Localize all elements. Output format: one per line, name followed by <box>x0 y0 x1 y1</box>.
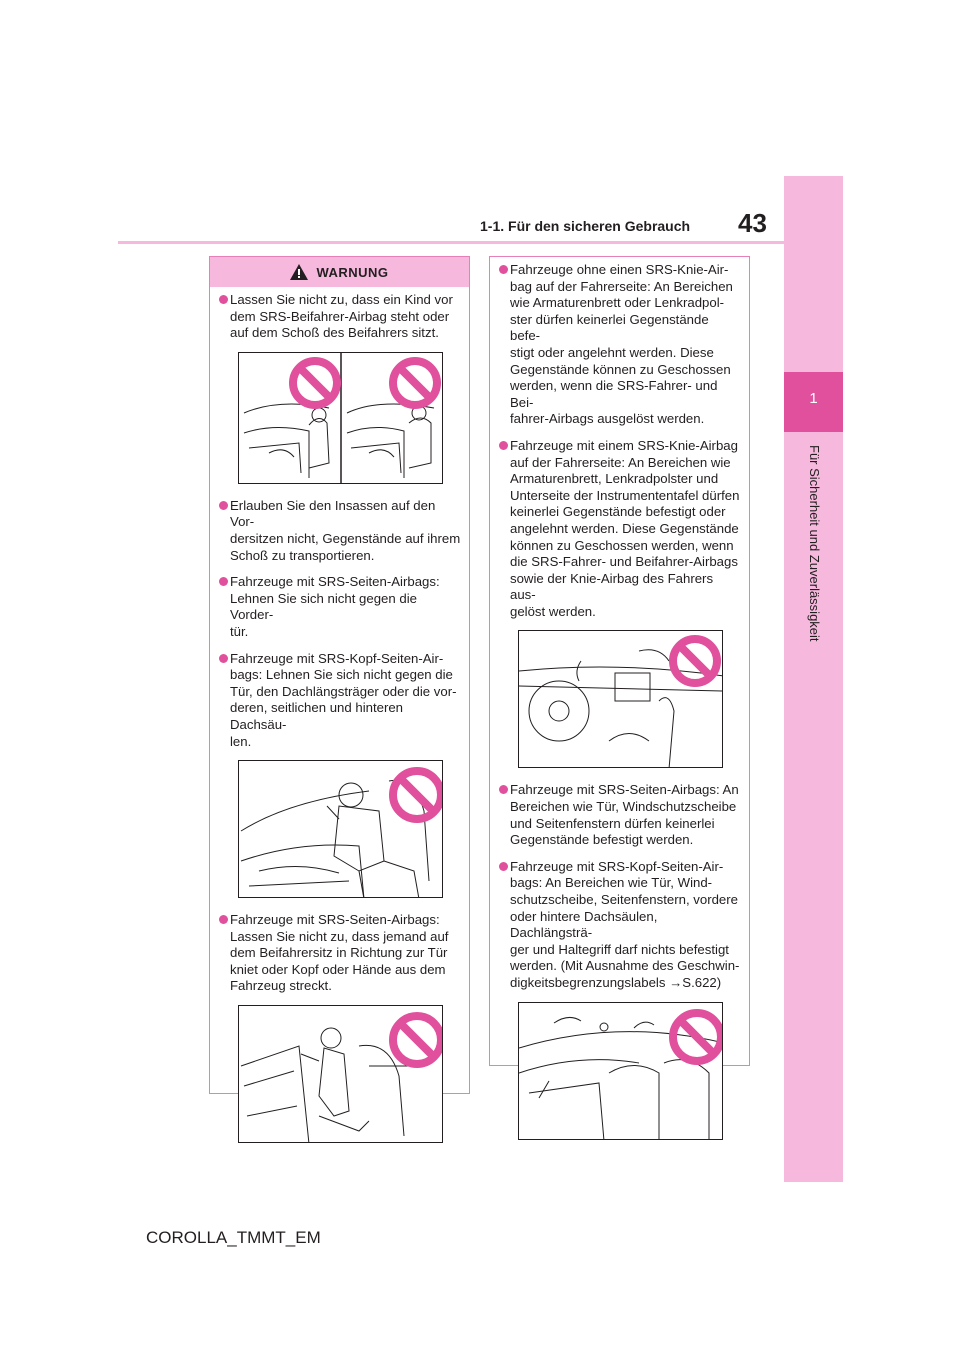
section-header: 1-1. Für den sicheren Gebrauch <box>480 218 691 234</box>
prohibition-icon <box>393 361 437 405</box>
list-item <box>219 498 461 564</box>
list-item-text: Erlauben Sie den Insassen auf den Vor- dersitzen nicht, Gegenstände auf ihrem Schoß zu transportieren. <box>230 497 461 563</box>
list-item <box>219 292 461 342</box>
illustration-leaning-on-door <box>238 760 443 898</box>
illustration-dashboard <box>518 630 723 768</box>
illustration-windshield <box>518 1002 723 1140</box>
list-item-text: Fahrzeuge mit einem SRS-Knie-Airbag auf der Fahrerseite: An Bereichen wie Armaturenbrett, Lenkradpolster und Unterseite der Instrumententafel dürfen keinerlei Gegenstände befestigt oder angelehnt werden. Diese Gegenstände können zu Geschossen werden, wenn die SRS-Fahrer- und Beifahrer-Airbags sowie der Knie-Airbag des Fahrers aus- gelöst werden. <box>510 437 740 619</box>
chapter-title: Für Sicherheit und Zuverlässigkeit <box>807 445 822 642</box>
list-item-text: Fahrzeuge mit SRS-Seiten-Airbags: Lassen Sie nicht zu, dass jemand auf dem Beifahrersitz in Richtung zur Tür kniet oder Kopf oder Hände aus dem Fahrzeug streckt. <box>230 912 449 994</box>
warning-title: WARNUNG <box>316 264 389 280</box>
bullet-icon <box>499 862 508 871</box>
bullet-icon <box>499 441 508 450</box>
list-item-text: Fahrzeuge mit SRS-Seiten-Airbags: Lehnen Sie sich nicht gegen die Vorder- tür. <box>230 574 440 639</box>
bullet-icon <box>219 501 228 510</box>
list-item-text: Fahrzeuge mit SRS-Kopf-Seiten-Air- bags: Lehnen Sie sich nicht gegen die Tür, den Dachlängsträger oder die vor- deren, seitlichen und hinteren Dachsäu- len. <box>230 650 457 749</box>
list-item-text: Fahrzeuge ohne einen SRS-Knie-Air- bag auf der Fahrerseite: An Bereichen wie Armaturenbrett oder Lenkradpol- ster dürfen keinerlei Gegenstände befe- stigt oder angelehnt werden. Diese Gegenstände können zu Geschossen werden, wenn die SRS-Fahrer- und Bei- fahrer-Airbags ausgelöst werden. <box>510 262 733 427</box>
warning-box-left <box>209 256 470 1094</box>
warning-header <box>210 257 469 287</box>
prohibition-icon <box>393 1016 441 1064</box>
illustration-kneeling-on-seat <box>238 1005 443 1143</box>
warning-box-right <box>489 256 750 1066</box>
page-number: 43 <box>738 208 767 238</box>
list-item <box>219 912 461 995</box>
list-item <box>219 651 461 751</box>
list-item-text: Lassen Sie nicht zu, dass ein Kind vor dem SRS-Beifahrer-Airbag steht oder auf dem Schoß des Beifahrers sitzt. <box>230 292 453 341</box>
list-item <box>219 574 461 640</box>
bullet-icon <box>219 295 228 304</box>
bullet-icon <box>499 265 508 274</box>
list-item-text: Fahrzeuge mit SRS-Kopf-Seiten-Air- bags: An Bereichen wie Tür, Wind- schutzscheibe, Seitenfenstern, vordere oder hintere Dachsäulen, Dachlängsträ- ger und Haltegriff darf nichts befestigt werden. (Mit Ausnahme des Geschwin- digkeitsbegrenzungslabels →S.622) <box>510 858 740 990</box>
bullet-icon <box>219 577 228 586</box>
list-item <box>499 438 741 621</box>
bullet-icon <box>219 654 228 663</box>
list-item <box>499 262 741 428</box>
chapter-number: 1 <box>809 390 818 407</box>
prohibition-icon <box>673 639 717 683</box>
bullet-icon <box>219 915 228 924</box>
prohibition-icon <box>393 771 441 819</box>
footer-model-code: COROLLA_TMMT_EM <box>146 1228 321 1247</box>
prohibition-icon <box>673 1013 721 1061</box>
list-item-text: Fahrzeuge mit SRS-Seiten-Airbags: An Bereichen wie Tür, Windschutzscheibe und Seitenfenstern dürfen keinerlei Gegenstände befestigt werden. <box>510 782 739 848</box>
list-item <box>499 859 741 992</box>
bullet-icon <box>499 785 508 794</box>
list-item <box>499 782 741 848</box>
illustration-child-in-front-seat <box>238 352 443 484</box>
header-divider <box>118 241 784 244</box>
prohibition-icon <box>293 361 337 405</box>
warning-triangle-icon <box>290 264 308 280</box>
